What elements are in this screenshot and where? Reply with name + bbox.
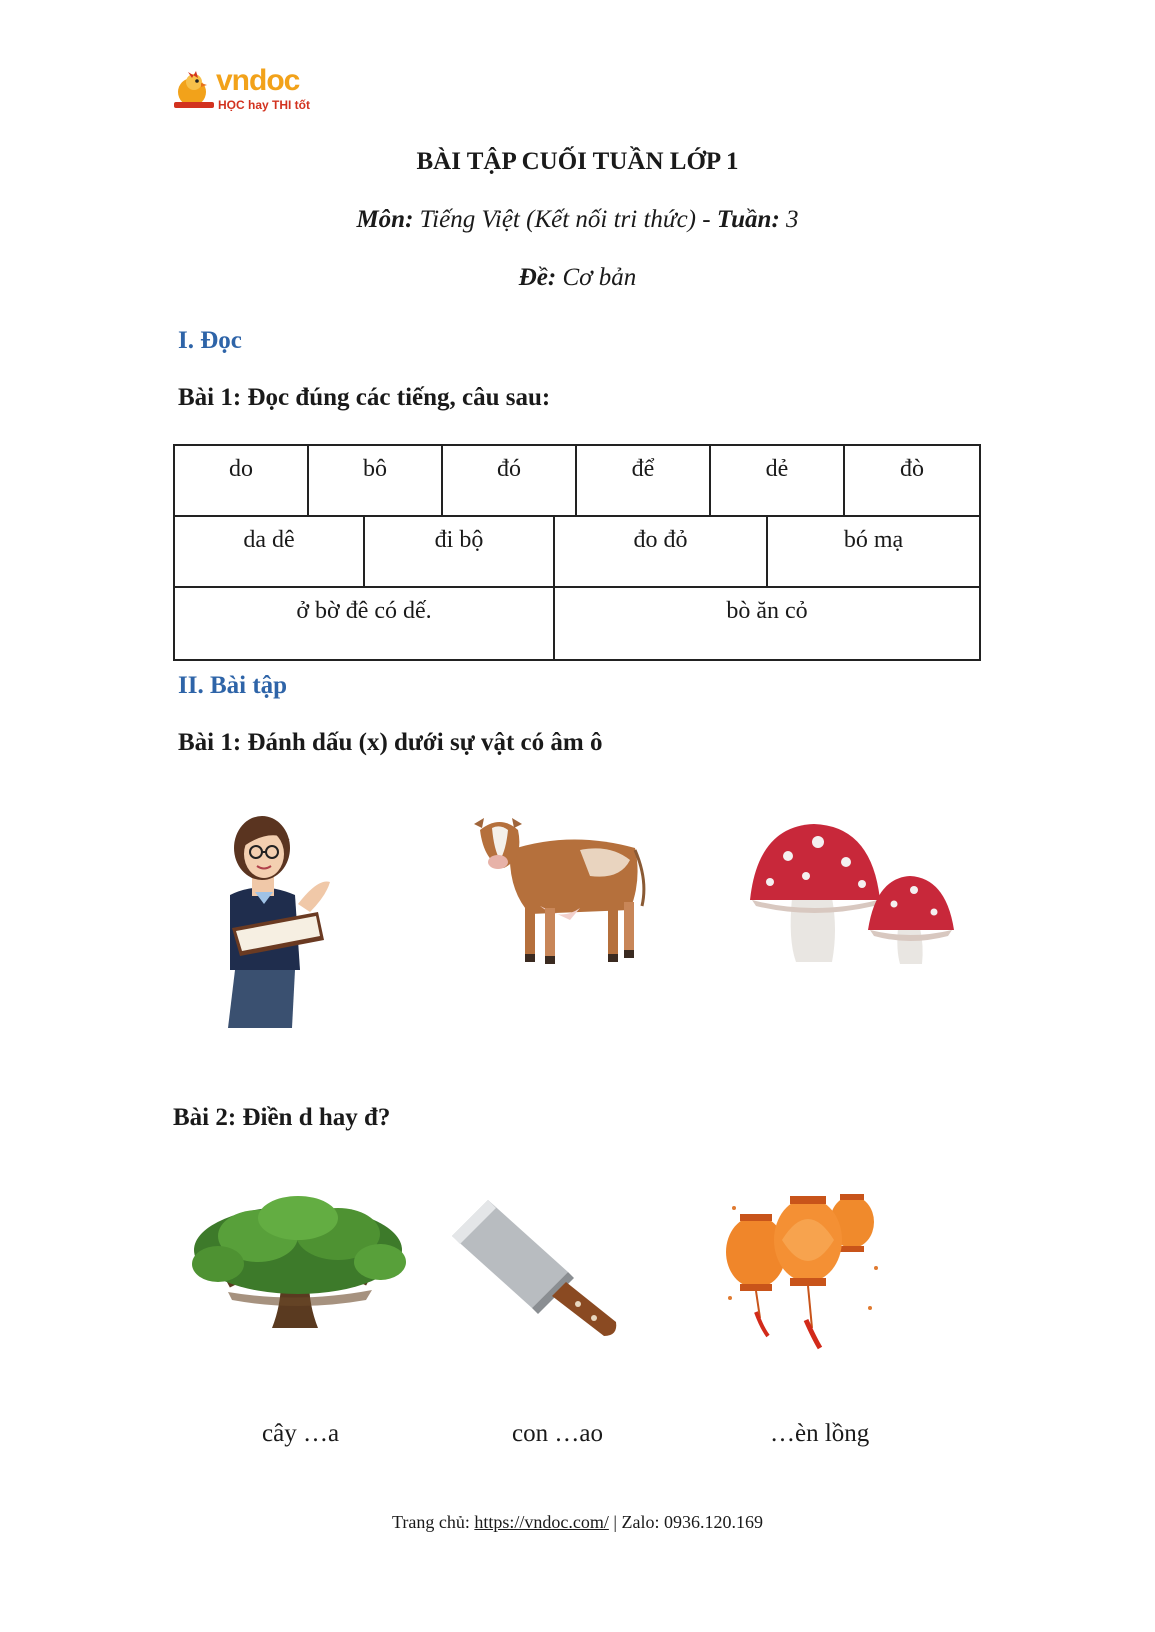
subject-value: Tiếng Việt (Kết nối tri thức) -: [413, 206, 717, 233]
fill-word-tree: cây …a: [262, 1420, 340, 1447]
logo-tagline: HỌC hay THI tốt: [218, 98, 310, 112]
table-cell: đò: [900, 456, 924, 482]
subject-line: [0, 206, 1155, 234]
table-cell: đo đỏ: [555, 517, 768, 586]
footer-separator: |: [608, 1512, 622, 1532]
reading-table: [173, 444, 981, 661]
fill-word-knife: con …ao: [512, 1420, 603, 1447]
vndoc-logo: [172, 64, 332, 118]
cow-illustration: [470, 810, 655, 970]
table-cell: đó: [443, 446, 577, 515]
table-row: [175, 446, 979, 517]
table-row: [175, 588, 979, 659]
table-cell: dẻ: [711, 446, 845, 515]
table-cell: bô: [309, 446, 443, 515]
table-cell: ở bờ đê có dế.: [175, 588, 555, 659]
table-cell: bò ăn cỏ: [726, 598, 808, 624]
table-cell: để: [577, 446, 711, 515]
page-title: BÀI TẬP CUỐI TUẦN LỚP 1: [416, 148, 739, 175]
footer-home-label: Trang chủ:: [392, 1512, 475, 1532]
mark-exercise-title: Bài 1: Đánh dấu (x) dưới sự vật có âm ô: [178, 729, 603, 756]
chicken-mascot-icon: [172, 68, 216, 112]
reading-exercise-title: Bài 1: Đọc đúng các tiếng, câu sau:: [178, 384, 551, 411]
page-footer: [0, 1512, 1155, 1533]
logo-wordmark: vndoc: [216, 64, 300, 97]
table-cell: do: [175, 446, 309, 515]
fill-exercise-title: Bài 2: Điền d hay đ?: [173, 1104, 391, 1131]
section-heading-exercises: II. Bài tập: [178, 672, 288, 699]
teacher-illustration: [200, 800, 350, 1030]
subject-label: Môn:: [356, 206, 414, 233]
level-value: Cơ bản: [556, 264, 637, 291]
table-cell: bó mạ: [843, 527, 904, 553]
week-label: Tuần:: [716, 206, 780, 233]
level-label: Đề:: [518, 264, 557, 291]
mushroom-illustration: [748, 820, 958, 970]
footer-home-link[interactable]: https://vndoc.com/: [474, 1512, 609, 1532]
fill-word-lantern: …èn lồng: [770, 1420, 870, 1447]
table-cell: da dê: [175, 517, 365, 586]
table-cell: đi bộ: [365, 517, 555, 586]
table-row: [175, 517, 979, 588]
cleaver-knife-illustration: [448, 1196, 623, 1341]
tree-illustration: [188, 1188, 410, 1334]
week-value: 3: [779, 206, 799, 233]
section-heading-reading: I. Đọc: [178, 327, 242, 354]
level-line: [0, 264, 1155, 292]
footer-zalo: Zalo: 0936.120.169: [621, 1512, 763, 1532]
lanterns-illustration: [720, 1188, 890, 1358]
